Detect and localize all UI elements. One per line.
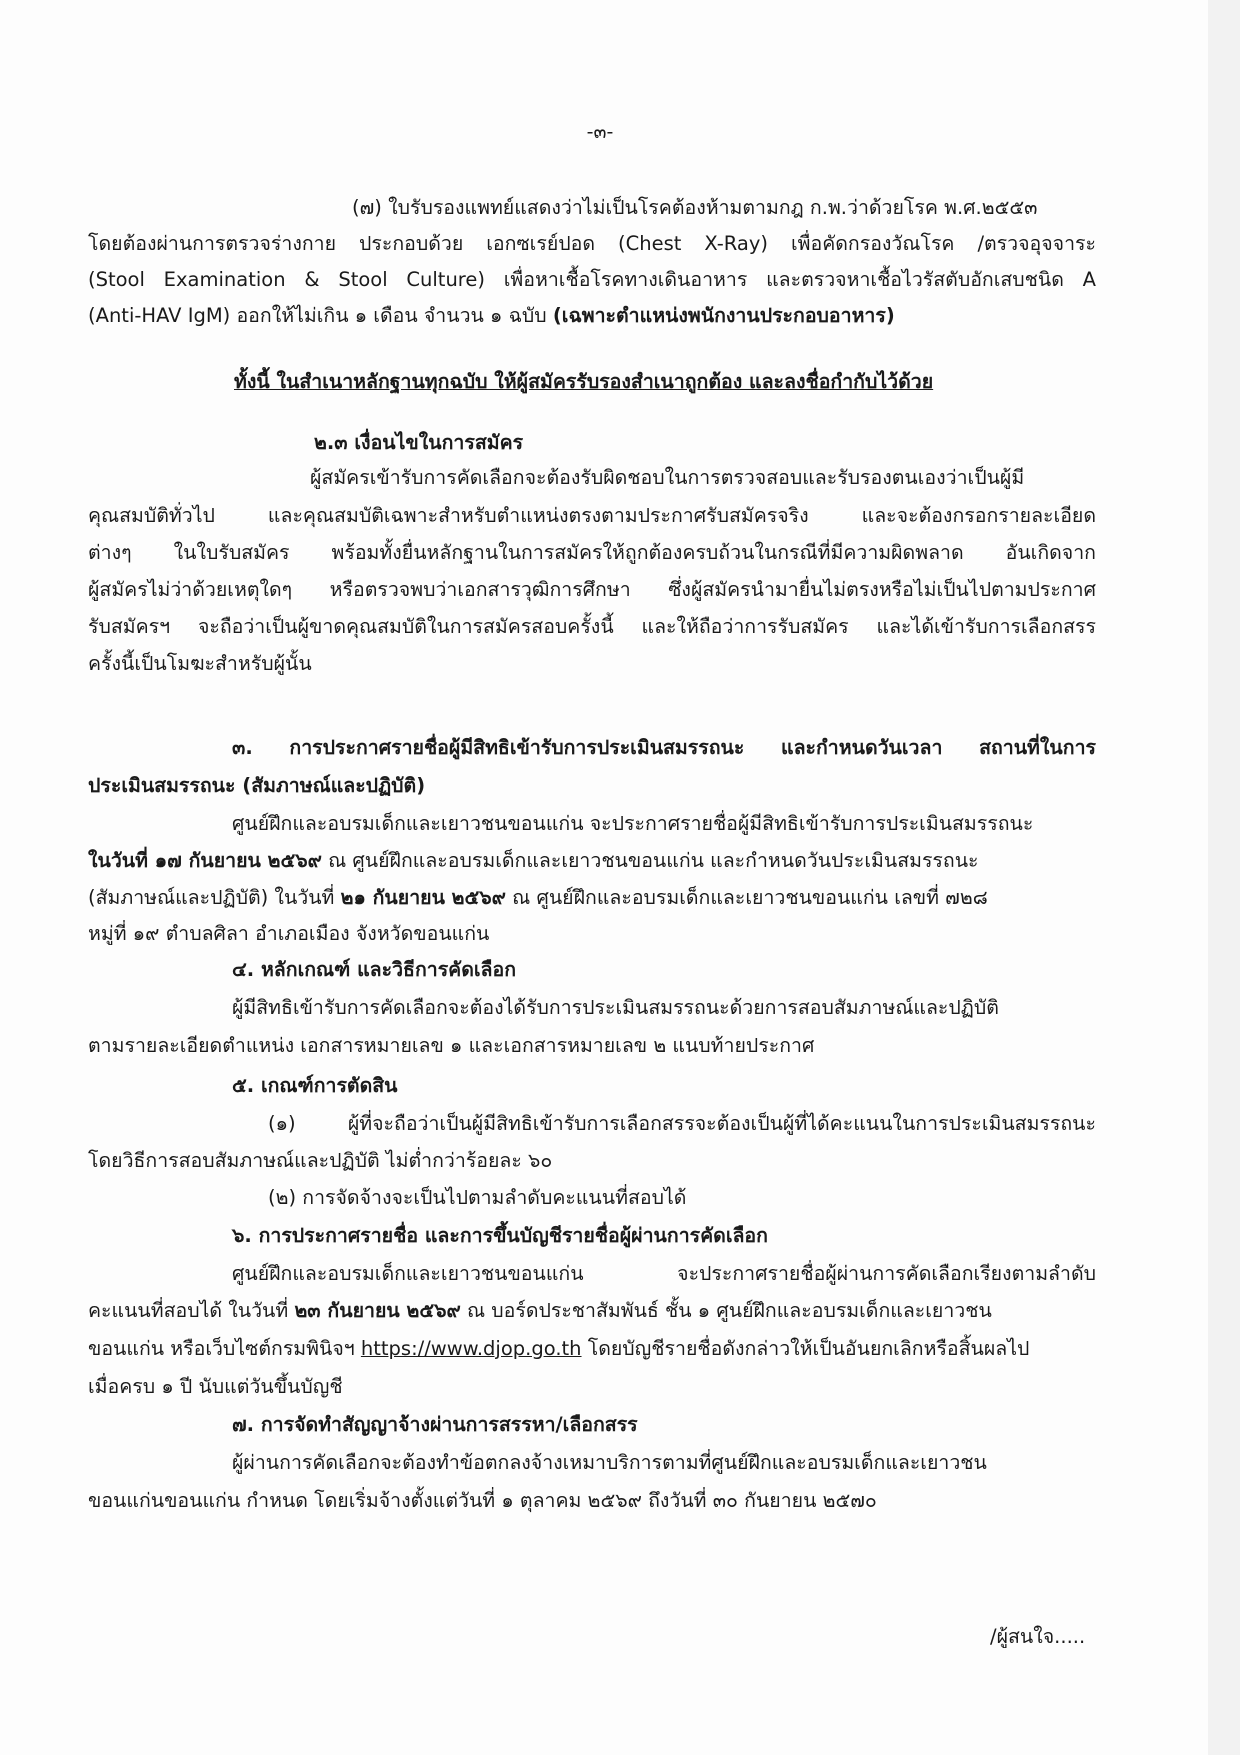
section-7-line2: ขอนแก่นขอนแก่น กำหนด โดยเริ่มจ้างตั้งแต่วันที่ ๑ ตุลาคม ๒๕๖๙ ถึงวันที่ ๓๐ กันยายน ๒๕๗๐ [88,1489,877,1512]
item7-line2: โดยต้องผ่านการตรวจร่างกาย ประกอบด้วย เอกซเรย์ปอด (Chest X-Ray) เพื่อคัดกรองวัณโรค /ตรวจอุจจาระ [88,232,1096,255]
section-2-3-line3: ต่างๆ ในใบรับสมัคร พร้อมทั้งยื่นหลักฐานในการสมัครให้ถูกต้องครบถ้วนในกรณีที่มีความผิดพลาด อันเกิดจาก [88,541,1096,564]
section-6-line3 [88,1331,1029,1367]
section-4-line1: ผู้มีสิทธิเข้ารับการคัดเลือกจะต้องได้รับการประเมินสมรรถนะด้วยการสอบสัมภาษณ์และปฏิบัติ [232,996,999,1019]
section-6-line4: เมื่อครบ ๑ ปี นับแต่วันขึ้นบัญชี [88,1375,343,1398]
section-2-3-line1: ผู้สมัครเข้ารับการคัดเลือกจะต้องรับผิดชอบในการตรวจสอบและรับรองตนเองว่าเป็นผู้มี [310,466,1025,489]
section-4-heading: ๔. หลักเกณฑ์ และวิธีการคัดเลือก [232,958,517,981]
item7-line4-text: (Anti-HAV IgM) ออกให้ไม่เกิน ๑ เดือน จำนวน ๑ ฉบับ [88,304,553,327]
section-2-3-heading: ๒.๓ เงื่อนไขในการสมัคร [314,431,524,454]
djop-website-link[interactable]: https://www.djop.go.th [360,1337,582,1360]
section-3-line3-text-a: (สัมภาษณ์และปฏิบัติ) ในวันที่ [88,886,341,909]
section-6-line2-text-b: ณ บอร์ดประชาสัมพันธ์ ชั้น ๑ ศูนย์ฝึกและอบรมเด็กและเยาวชน [460,1299,992,1322]
section-6-heading: ๖. การประกาศรายชื่อ และการขึ้นบัญชีรายชื่อผู้ผ่านการคัดเลือก [232,1224,768,1247]
section-6-line2 [88,1293,992,1329]
page-number: -๓- [586,121,614,143]
section-3-line2 [88,843,979,879]
copies-certification-note: ทั้งนี้ ในสำเนาหลักฐานทุกฉบับ ให้ผู้สมัครรับรองสำเนาถูกต้อง และลงชื่อกำกับไว้ด้วย [234,370,934,393]
section-4-line2: ตามรายละเอียดตำแหน่ง เอกสารหมายเลข ๑ และเอกสารหมายเลข ๒ แนบท้ายประกาศ [88,1034,815,1057]
continuation-marker: /ผู้สนใจ..... [990,1625,1086,1648]
section-6-line2-text-a: คะแนนที่สอบได้ ในวันที่ [88,1299,295,1322]
item7-food-staff-note: (เฉพาะตำแหน่งพนักงานประกอบอาหาร) [552,304,895,327]
section-2-3-line6: ครั้งนี้เป็นโมฆะสำหรับผู้นั้น [88,652,312,675]
item7-line4 [88,298,895,334]
section-3-heading-line1: ๓. การประกาศรายชื่อผู้มีสิทธิเข้ารับการประเมินสมรรถนะ และกำหนดวันเวลา สถานที่ในการ [232,736,1096,759]
section-6-announce-date: ๒๓ กันยายน ๒๕๖๙ [294,1299,461,1322]
section-6-line3-text-a: ขอนแก่น หรือเว็บไซต์กรมพินิจฯ [88,1337,361,1360]
section-5-line3: (๒) การจัดจ้างจะเป็นไปตามลำดับคะแนนที่สอบได้ [268,1186,687,1209]
section-3-assessment-date: ๒๑ กันยายน ๒๕๖๙ [340,886,506,909]
item7-line3: (Stool Examination & Stool Culture) เพื่อหาเชื้อโรคทางเดินอาหาร และตรวจหาเชื้อไวรัสตับอักเสบชนิด A [88,268,1096,291]
section-3-line4: หมู่ที่ ๑๙ ตำบลศิลา อำเภอเมือง จังหวัดขอนแก่น [88,922,490,945]
section-3-line2-text: ณ ศูนย์ฝึกและอบรมเด็กและเยาวชนขอนแก่น และกำหนดวันประเมินสมรรถนะ [321,849,979,872]
section-2-3-line4: ผู้สมัครไม่ว่าด้วยเหตุใดๆ หรือตรวจพบว่าเอกสารวุฒิการศึกษา ซึ่งผู้สมัครนำมายื่นไม่ตรงหรือไม่เป็นไปตามประกาศ [88,578,1096,601]
section-3-line1: ศูนย์ฝึกและอบรมเด็กและเยาวชนขอนแก่น จะประกาศรายชื่อผู้มีสิทธิเข้ารับการประเมินสมรรถนะ [232,812,1034,835]
section-7-heading: ๗. การจัดทำสัญญาจ้างผ่านการสรรหา/เลือกสรร [232,1413,638,1436]
section-2-3-line2: คุณสมบัติทั่วไป และคุณสมบัติเฉพาะสำหรับตำแหน่งตรงตามประกาศรับสมัครจริง และจะต้องกรอกรายละเอียด [88,504,1096,527]
section-3-line3-text-b: ณ ศูนย์ฝึกและอบรมเด็กและเยาวชนขอนแก่น เลขที่ ๗๒๘ [505,886,988,909]
section-7-line1: ผู้ผ่านการคัดเลือกจะต้องทำข้อตกลงจ้างเหมาบริการตามที่ศูนย์ฝึกและอบรมเด็กและเยาวชน [232,1451,987,1474]
item7-line1: (๗) ใบรับรองแพทย์แสดงว่าไม่เป็นโรคต้องห้ามตามกฎ ก.พ.ว่าด้วยโรค พ.ศ.๒๕๕๓ [352,196,1038,219]
background-edge [1208,0,1240,1755]
section-3-announce-date: ในวันที่ ๑๗ กันยายน ๒๕๖๙ [88,849,322,872]
section-3-line3 [88,880,988,916]
section-5-heading: ๕. เกณฑ์การตัดสิน [232,1074,398,1097]
section-2-3-line5: รับสมัครฯ จะถือว่าเป็นผู้ขาดคุณสมบัติในการสมัครสอบครั้งนี้ และให้ถือว่าการรับสมัคร และได้เข้ารับการเลือกสรร [88,615,1096,638]
section-3-heading-line2: ประเมินสมรรถนะ (สัมภาษณ์และปฏิบัติ) [88,774,426,797]
section-6-line3-text-b: โดยบัญชีรายชื่อดังกล่าวให้เป็นอันยกเลิกหรือสิ้นผลไป [581,1337,1030,1360]
section-5-line1: (๑) ผู้ที่จะถือว่าเป็นผู้มีสิทธิเข้ารับการเลือกสรรจะต้องเป็นผู้ที่ได้คะแนนในการประเมินสมรรถนะ [268,1112,1096,1135]
section-5-line2: โดยวิธีการสอบสัมภาษณ์และปฏิบัติ ไม่ต่ำกว่าร้อยละ ๖๐ [88,1149,553,1172]
section-6-line1: ศูนย์ฝึกและอบรมเด็กและเยาวชนขอนแก่น จะประกาศรายชื่อผู้ผ่านการคัดเลือกเรียงตามลำดับ [232,1262,1096,1285]
